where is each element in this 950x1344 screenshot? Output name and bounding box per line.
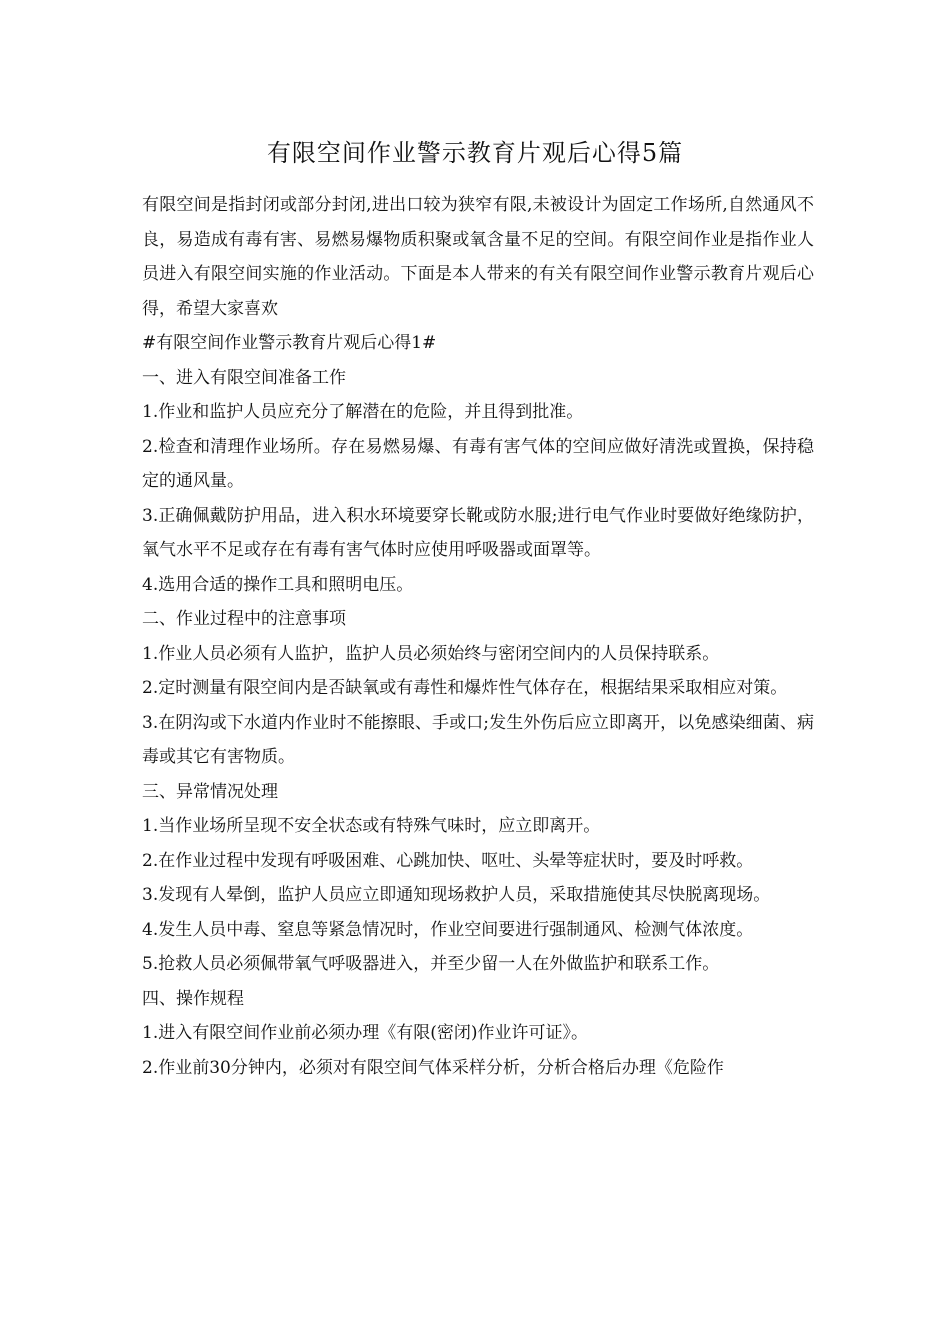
list-item: 2.在作业过程中发现有呼吸困难、心跳加快、呕吐、头晕等症状时，要及时呼救。 <box>142 850 754 871</box>
list-item: 3.发现有人晕倒，监护人员应立即通知现场救护人员，采取措施使其尽快脱离现场。 <box>142 885 771 905</box>
list-item: 5.抢救人员必须佩带氧气呼吸器进入，并至少留一人在外做监护和联系工作。 <box>142 954 720 974</box>
list-item: 1.作业和监护人员应充分了解潜在的危险，并且得到批准。 <box>142 402 584 422</box>
list-item: 2.作业前30分钟内，必须对有限空间气体采样分析，分析合格后办理《危险作 <box>142 1057 724 1078</box>
section-heading: 一、进入有限空间准备工作 <box>142 367 346 388</box>
list-item: 2.定时测量有限空间内是否缺氧或有毒性和爆炸性气体存在，根据结果采取相应对策。 <box>142 678 788 698</box>
list-item: 3.在阴沟或下水道内作业时不能擦眼、手或口;发生外伤后应立即离开，以免感染细菌、病毒或其它有害物质。 <box>142 712 814 767</box>
document-title: 有限空间作业警示教育片观后心得5篇 <box>266 139 684 167</box>
list-item: 3.正确佩戴防护用品，进入积水环境要穿长靴或防水服;进行电气作业时要做好绝缘防护，氧气水平不足或存在有毒有害气体时应使用呼吸器或面罩等。 <box>142 505 814 560</box>
list-item: 1.作业人员必须有人监护，监护人员必须始终与密闭空间内的人员保持联系。 <box>142 643 720 664</box>
list-item: 2.检查和清理作业场所。存在易燃易爆、有毒有害气体的空间应做好清洗或置换，保持稳定的通风量。 <box>142 436 814 491</box>
list-item: 4.发生人员中毒、窒息等紧急情况时，作业空间要进行强制通风、检测气体浓度。 <box>142 919 754 940</box>
part-heading: #有限空间作业警示教育片观后心得1# <box>142 333 437 353</box>
list-item: 4.选用合适的操作工具和照明电压。 <box>142 574 414 595</box>
document-body <box>142 188 814 1085</box>
section-heading: 四、操作规程 <box>142 988 244 1009</box>
section-heading: 三、异常情况处理 <box>142 781 278 802</box>
list-item: 1.进入有限空间作业前必须办理《有限(密闭)作业许可证》。 <box>142 1023 588 1043</box>
intro-paragraph: 有限空间是指封闭或部分封闭,进出口较为狭窄有限,未被设计为固定工作场所,自然通风不良，易造成有毒有害、易燃易爆物质积聚或氧含量不足的空间。有限空间作业是指作业人员进入有限空间实施的作业活动。下面是本人带来的有关有限空间作业警示教育片观后心得，希望大家喜欢 <box>142 195 814 319</box>
list-item: 1.当作业场所呈现不安全状态或有特殊气味时，应立即离开。 <box>142 816 601 836</box>
section-heading: 二、作业过程中的注意事项 <box>142 609 346 629</box>
